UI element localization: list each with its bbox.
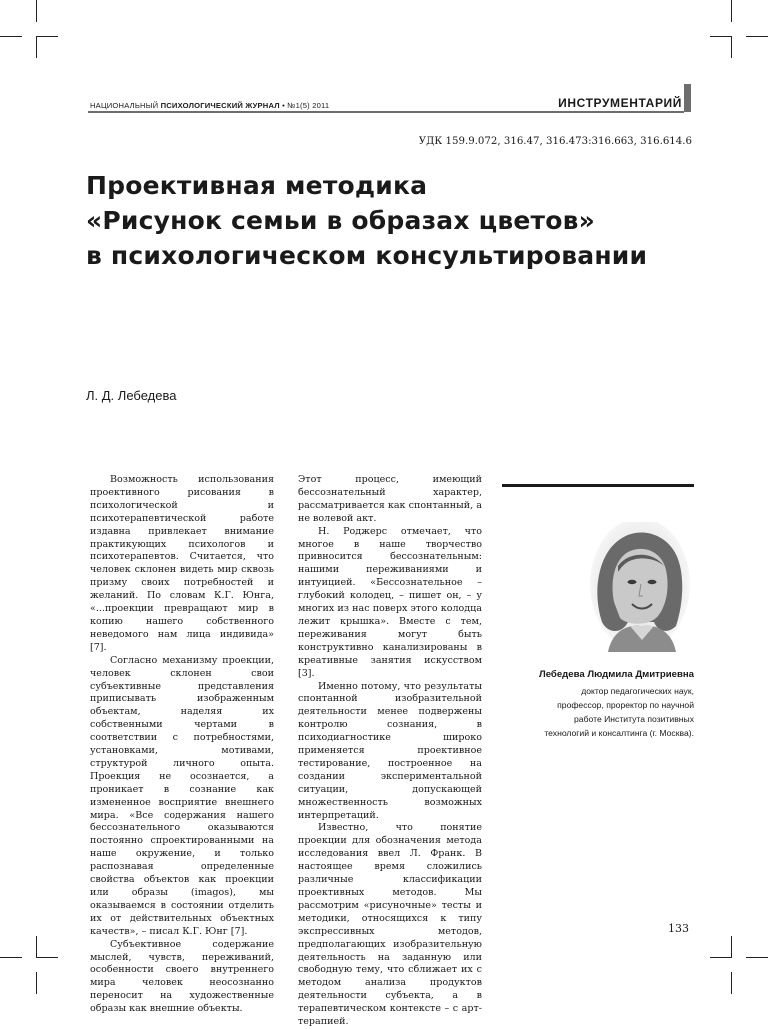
crop-mark (731, 936, 732, 958)
header-accent-bar (684, 84, 691, 112)
sidebar-rule (502, 484, 694, 487)
body-column-2 (298, 474, 482, 1029)
author-name: Л. Д. Лебедева (86, 388, 177, 403)
crop-mark (731, 0, 732, 22)
crop-mark (36, 936, 37, 958)
crop-mark (731, 36, 732, 58)
crop-mark (36, 36, 58, 37)
title-line: «Рисунок семьи в образах цветов» (86, 206, 595, 235)
page-number: 133 (668, 922, 689, 935)
journal-issue: • №1(5) 2011 (279, 101, 330, 110)
crop-mark (36, 972, 37, 994)
header-rule (88, 111, 684, 113)
paragraph: Н. Роджерс отмечает, что многое в наше творчество привносится бессознательным: нашими переживаниями и интуицией. «Бессознательное – глубокий колодец, – пишет он, – у многих из нас поверх этого колодца лежит крышка». Вместе с тем, переживания могут быть конструктивно канализированы в креативные занятия искусством [3]. (298, 525, 482, 679)
crop-mark (36, 0, 37, 22)
crop-mark (710, 957, 732, 958)
udk-code: УДК 159.9.072, 316.47, 316.473:316.663, 316.614.6 (418, 136, 692, 147)
crop-mark (0, 957, 22, 958)
title-line: в психологическом консультировании (86, 241, 648, 270)
crop-mark (710, 36, 732, 37)
bio-line: профессор, проректор по научной (557, 700, 694, 710)
paragraph: Возможность использования проективного рисования в психологической и психотерапевтической работе издавна привлекает внимание практикующих психологов и психотерапевтов. Считается, что человек склонен видеть мир сквозь призму своих потребностей и желаний. По словам К.Г. Юнга, «...проекции превращают мир в копию нашего собственного неведомого нам лица индивида» [7]. (90, 474, 274, 653)
paragraph: Этот процесс, имеющий бессознательный характер, рассматривается как спонтанный, а не волевой акт. (298, 474, 482, 524)
paragraph: Известно, что понятие проекции для обозначения метода исследования ввел Л. Франк. В настоящее время сложились различные классификации проективных методов. Мы рассмотрим «рисуночные» тесты и методики, относящихся к типу экспрессивных методов, предполагающих изобразительную деятельность на заданную или свободную тему, что сближает их с методом анализа продуктов деятельности субъекта, а в терапевтическом контексте – с арт-терапией. (298, 822, 482, 1028)
bio-details (496, 684, 694, 740)
bio-line: технологий и консалтинга (г. Москва). (544, 728, 694, 738)
crop-mark (36, 957, 58, 958)
bio-line: работе Института позитивных (574, 714, 694, 724)
bio-line: доктор педагогических наук, (581, 686, 694, 696)
title-line: Проективная методика (86, 171, 428, 200)
crop-mark (36, 36, 37, 58)
journal-name-prefix: НАЦИОНАЛЬНЫЙ (90, 101, 161, 110)
paragraph: Субъективное содержание мыслей, чувств, переживаний, особенности своего внутреннего мира человек неосознанно переносит на художественные образы как внешние объекты. (90, 938, 274, 1015)
journal-header (90, 101, 329, 110)
crop-mark (731, 972, 732, 994)
body-column-1 (90, 474, 274, 1016)
paragraph: Именно потому, что результаты спонтанной изобразительной деятельности менее подвержены контролю сознания, в психодиагностике широко применяется проективное тестирование, построенное на создании экспериментальной ситуации, допускающей множественность возможных интерпретаций. (298, 680, 482, 821)
section-label: ИНСТРУМЕНТАРИЙ (558, 96, 682, 110)
crop-mark (746, 957, 768, 958)
paragraph: Согласно механизму проекции, человек склонен свои субъективные представления приписывать изображенным объектам, наделяя их собственными чертами в соответствии с потребностями, установками, мотивами, структурой личного опыта. Проекция не осознается, а проникает в сознание как измененное восприятие внешнего мира. «Все содержания нашего бессознательного оказываются постоянно спроектированными на наше окружение, и только распознавая определенные свойства объектов как проекции или образы (imagos), мы оказываемся в состоянии отделить их от действительных объектных качеств», – писал К.Г. Юнг [7]. (90, 654, 274, 937)
crop-mark (0, 36, 22, 37)
bio-name: Лебедева Людмила Дмитриевна (538, 669, 694, 680)
article-title (86, 168, 647, 273)
author-bio (496, 669, 694, 740)
crop-mark (746, 36, 768, 37)
journal-name: ПСИХОЛОГИЧЕСКИЙ ЖУРНАЛ (160, 101, 280, 110)
author-photo (588, 522, 690, 652)
